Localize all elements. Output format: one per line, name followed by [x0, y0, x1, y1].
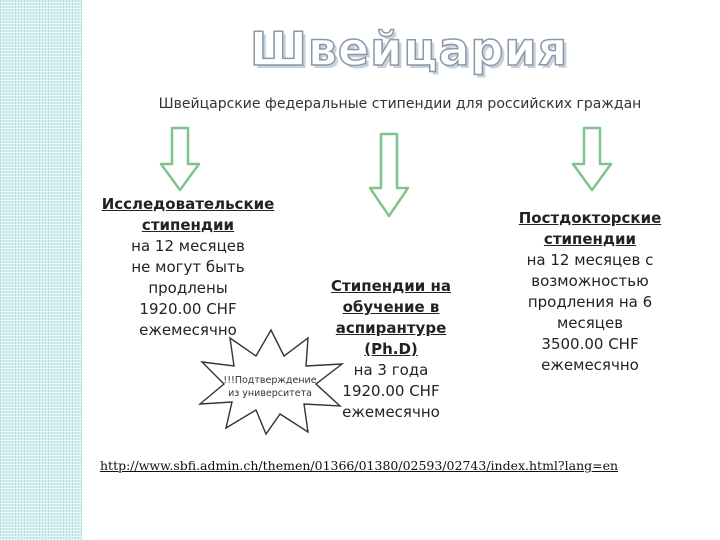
phd-scholarship-heading-2: обучение в	[342, 298, 440, 316]
phd-scholarship-heading-3: аспирантуре	[335, 319, 447, 337]
research-scholarship-line: не могут быть	[131, 258, 245, 276]
research-scholarship-line: продлены	[148, 279, 228, 297]
postdoc-scholarship-line: на 12 месяцев с	[526, 251, 654, 269]
decorative-side-stripe	[0, 0, 82, 540]
research-scholarship-line: 1920.00 CHF	[139, 300, 237, 318]
postdoc-scholarship-line: месяцев	[556, 314, 624, 332]
confirmation-note-line: !!!Подтверждение	[223, 375, 317, 386]
down-arrow-left-icon	[158, 126, 202, 194]
subtitle: Швейцарские федеральные стипендии для российских граждан	[158, 96, 642, 112]
postdoc-scholarship-block	[510, 208, 670, 376]
down-arrow-right-icon	[570, 126, 614, 194]
down-arrow-center-icon	[368, 132, 410, 220]
postdoc-scholarship-line: 3500.00 CHF	[541, 335, 639, 353]
phd-scholarship-heading-1: Стипендии на	[331, 277, 451, 295]
confirmation-note-line: из университета	[228, 388, 312, 399]
postdoc-scholarship-line: ежемесячно	[541, 356, 639, 374]
research-scholarship-line: ежемесячно	[139, 321, 237, 339]
phd-scholarship-line: 1920.00 CHF	[342, 382, 440, 400]
postdoc-scholarship-heading-1: Постдокторские	[518, 209, 662, 227]
phd-scholarship-line: ежемесячно	[342, 403, 440, 421]
postdoc-scholarship-line: продления на 6	[527, 293, 653, 311]
research-scholarship-line: на 12 месяцев	[131, 237, 245, 255]
phd-scholarship-line: на 3 года	[353, 361, 429, 379]
source-link[interactable]: http://www.sbfi.admin.ch/themen/01366/01380/02593/02743/index.html?lang=en	[100, 458, 619, 473]
phd-scholarship-heading-4: (Ph.D)	[364, 340, 418, 358]
postdoc-scholarship-heading-2: стипендии	[543, 230, 637, 248]
postdoc-scholarship-line: возможностью	[531, 272, 649, 290]
phd-scholarship-block	[318, 276, 464, 423]
research-scholarship-heading-2: стипендии	[141, 216, 235, 234]
page-title: Швейцария	[250, 22, 569, 76]
research-scholarship-block	[100, 194, 276, 341]
research-scholarship-heading-1: Исследовательские	[101, 195, 275, 213]
